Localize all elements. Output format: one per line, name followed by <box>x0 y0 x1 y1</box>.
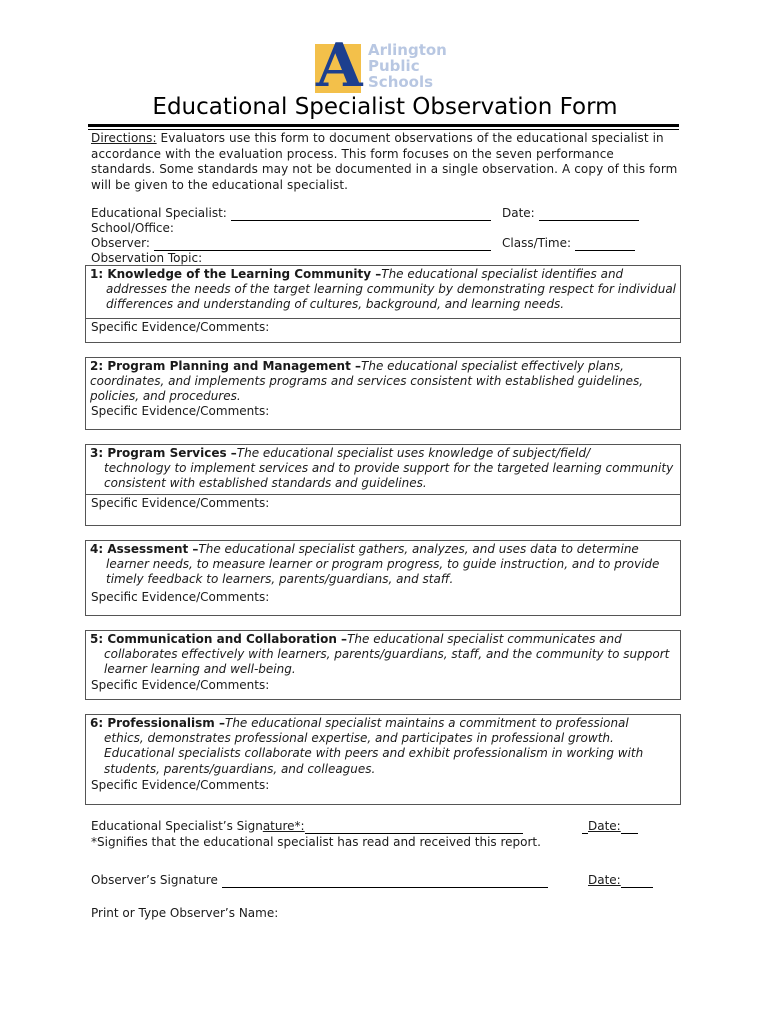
standard-box-4 <box>85 540 681 616</box>
date-field[interactable] <box>502 206 639 221</box>
evidence-field[interactable]: Specific Evidence/Comments: <box>91 404 270 418</box>
standard-box-6 <box>85 714 681 805</box>
observer-signature[interactable] <box>91 873 548 888</box>
standard-text: The educational specialist effectively plans, <box>361 359 624 373</box>
standard-heading: 4: Assessment – <box>90 542 199 556</box>
logo-line: Public <box>368 57 420 75</box>
page-title: Educational Specialist Observation Form <box>152 94 618 120</box>
evidence-field[interactable]: Specific Evidence/Comments: <box>91 678 270 692</box>
standard-description <box>86 266 680 318</box>
date-line-2[interactable] <box>621 875 653 888</box>
specialist-signature-line[interactable] <box>305 821 523 834</box>
observer-line[interactable] <box>154 238 491 251</box>
standard-description <box>86 541 680 589</box>
observer-signature-line[interactable] <box>222 875 548 888</box>
observer-signature-label: Observer’s Signature <box>91 873 218 887</box>
standard-text-cont: learner needs, to measure learner or program progress, to guide instruction, and to provide timely feedback to learners, parents/guardians, and staff. <box>106 557 660 587</box>
title-rule-thin <box>88 129 679 130</box>
standard-text: The educational specialist communicates and <box>347 632 622 646</box>
standard-text: The educational specialist maintains a commitment to professional <box>224 716 629 730</box>
standard-text: The educational specialist uses knowledge of subject/field/ <box>236 446 591 460</box>
class-time-line[interactable] <box>575 238 635 251</box>
logo-line: Schools <box>368 73 434 91</box>
standard-box-1 <box>85 265 681 343</box>
standard-heading: 6: Professionalism – <box>90 716 225 730</box>
standard-description <box>86 631 680 677</box>
school-label: School/Office: <box>91 221 174 235</box>
standard-heading: 5: Communication and Collaboration – <box>90 632 348 646</box>
observer-field[interactable] <box>91 236 491 251</box>
standard-text-cont: collaborates effectively with learners, parents/guardians, staff, and the community to support learner learning and well-being. <box>104 647 670 677</box>
title-rule <box>88 124 679 127</box>
specialist-field[interactable] <box>91 206 491 221</box>
specialist-signature-label-cont: ature*: <box>262 819 305 833</box>
standard-box-5 <box>85 630 681 700</box>
standard-heading: 3: Program Services – <box>90 446 237 460</box>
standard-text-cont: ethics, demonstrates professional expertise, and participates in professional growth. Educational specialists collaborate with peers and exhibit professionalism in working with students, parents/guardians, and colleagues. <box>104 731 644 776</box>
date-signature-2[interactable] <box>588 873 653 888</box>
topic-field[interactable] <box>91 251 312 266</box>
standard-box-3 <box>85 444 681 526</box>
date-line-1[interactable] <box>621 821 638 834</box>
school-field <box>91 221 174 236</box>
standard-heading: 1: Knowledge of the Learning Community – <box>90 267 382 281</box>
signature-note: *Signifies that the educational specialist has read and received this report. <box>91 835 541 849</box>
standard-text-cont: technology to implement services and to provide support for the targeted learning community consistent with established standards and guidelines. <box>104 461 674 491</box>
specialist-label: Educational Specialist: <box>91 206 227 220</box>
logo-line: Arlington <box>368 41 447 59</box>
topic-label: Observation Topic: <box>91 251 203 265</box>
standard-text-cont: addresses the needs of the target learning community by demonstrating respect for individual differences and understanding of cultures, background, and learning needs. <box>106 282 677 312</box>
directions <box>91 131 681 193</box>
specialist-line[interactable] <box>231 208 491 221</box>
evidence-field[interactable]: Specific Evidence/Comments: <box>91 590 270 604</box>
class-time-label: Class/Time: <box>502 236 572 250</box>
standard-box-2 <box>85 357 681 430</box>
observer-label: Observer: <box>91 236 150 250</box>
standard-description <box>86 715 680 777</box>
standard-text: The educational specialist gathers, analyzes, and uses data to determine <box>198 542 639 556</box>
standard-text: The educational specialist identifies and <box>381 267 624 281</box>
evidence-field[interactable]: Specific Evidence/Comments: <box>91 778 270 792</box>
date-line[interactable] <box>539 208 639 221</box>
date-signature-1[interactable] <box>582 819 638 834</box>
directions-text: Evaluators use this form to document observations of the educational specialist in accordance with the evaluation process. This form focuses on the seven performance standards. Some standards may not be documented in a single observation. A copy of this form will be given to the educational specialist. <box>91 131 678 192</box>
logo-text <box>368 42 447 90</box>
standard-heading: 2: Program Planning and Management – <box>90 359 362 373</box>
specialist-signature[interactable] <box>91 819 523 834</box>
specialist-signature-label: Educational Specialist’s Sign <box>91 819 263 833</box>
print-name-field[interactable]: Print or Type Observer’s Name: <box>91 906 279 920</box>
date-label-1: Date: <box>588 819 621 833</box>
directions-label: Directions: <box>91 131 157 145</box>
class-time-field[interactable] <box>502 236 635 251</box>
school-logo: A <box>316 31 363 101</box>
standard-description <box>86 358 680 403</box>
evidence-field[interactable]: Specific Evidence/Comments: <box>86 494 680 525</box>
date-label: Date: <box>502 206 535 220</box>
standard-description <box>86 445 680 494</box>
date-label-2: Date: <box>588 873 621 887</box>
standard-text-cont: coordinates, and implements programs and services consistent with established guidelines, policies, and procedures. <box>90 374 644 404</box>
evidence-field[interactable]: Specific Evidence/Comments: <box>86 318 680 342</box>
